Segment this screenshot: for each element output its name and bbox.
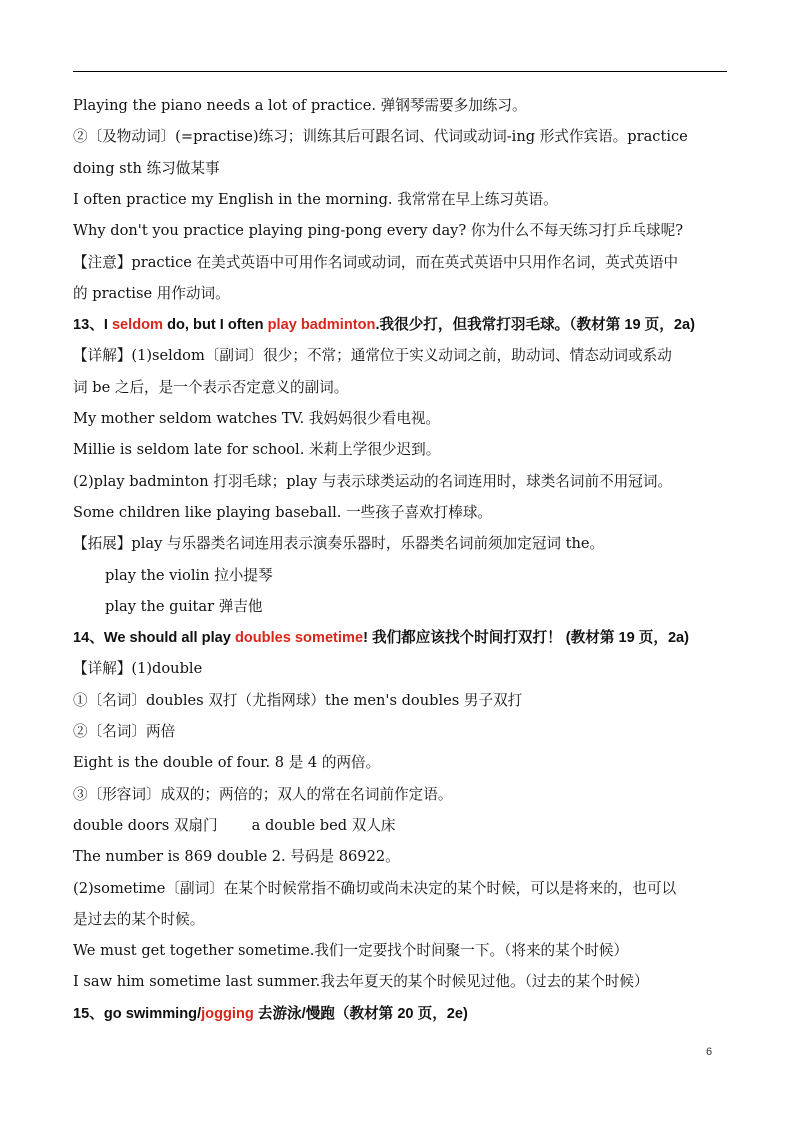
text-line: 是过去的某个时候。: [73, 910, 205, 928]
text-line: ②〔名词〕两倍: [73, 723, 176, 740]
text-line: doing sth 练习做某事: [73, 159, 220, 177]
text-line: ②〔及物动词〕(=practise)练习；训练其后可跟名词、代词或动词-ing 形式作宾语。practice: [73, 128, 688, 146]
page-number: 6: [706, 1046, 713, 1058]
text-line: ③〔形容词〕成双的；两倍的；双人的常在名词前作定语。: [73, 785, 453, 803]
text-line: [73, 816, 396, 836]
highlighted-term: doubles sometime: [234, 630, 364, 647]
example-line: play the guitar 弹吉他: [105, 597, 263, 615]
text-line: I often practice my English in the morning. 我常常在早上练习英语。: [73, 190, 558, 208]
text-line: 的 practise 用作动词。: [73, 284, 230, 302]
phrase: a double bed 双人床: [251, 816, 396, 834]
text-line: I saw him sometime last summer.我去年夏天的某个时候见过他。（过去的某个时候）: [73, 973, 649, 991]
highlighted-term: seldom: [111, 317, 164, 334]
heading-text: .我很少打，但我常打羽毛球。（教材第 19 页，2a): [375, 317, 695, 334]
text-line: 【详解】(1)seldom〔副词〕很少；不常；通常位于实义动词之前，助动词、情态动词或系动: [73, 347, 672, 365]
section-heading: [73, 1004, 468, 1024]
text-line: Why don't you practice playing ping-pong every day? 你为什么不每天练习打乒乓球呢?: [73, 222, 684, 240]
header-rule: [73, 71, 727, 72]
text-line: 【详解】(1)double: [73, 660, 203, 678]
highlighted-term: jogging: [201, 1005, 254, 1022]
heading-text: 去游泳/慢跑（教材第 20 页，2e): [253, 1005, 468, 1022]
heading-text: 13、I: [73, 317, 112, 334]
text-line: Eight is the double of four. 8 是 4 的两倍。: [73, 754, 381, 772]
heading-text: do, but I often: [163, 317, 268, 334]
text-line: ①〔名词〕doubles 双打（尤指网球）the men's doubles 男子双打: [73, 691, 523, 709]
highlighted-term: play badminton: [267, 317, 376, 334]
text-line: My mother seldom watches TV. 我妈妈很少看电视。: [73, 410, 441, 427]
heading-text: 14、We should all play: [73, 630, 235, 647]
text-line: 【注意】practice 在美式英语中可用作名词或动词，而在英式英语中只用作名词，英式英语中: [73, 253, 679, 271]
text-line: (2)play badminton 打羽毛球；play 与表示球类运动的名词连用时，球类名词前不用冠词。: [73, 472, 673, 490]
text-line: Millie is seldom late for school. 米莉上学很少迟到。: [73, 441, 441, 459]
text-line: Playing the piano needs a lot of practice. 弹钢琴需要多加练习。: [73, 97, 527, 114]
heading-text: ! 我们都应该找个时间打双打！ (教材第 19 页，2a): [363, 630, 690, 647]
text-line: 【拓展】play 与乐器类名词连用表示演奏乐器时，乐器类名词前须加定冠词 the。: [73, 535, 605, 553]
phrase: double doors 双扇门: [73, 816, 218, 834]
example-line: play the violin 拉小提琴: [105, 566, 273, 584]
text-line: (2)sometime〔副词〕在某个时候常指不确切或尚未决定的某个时候，可以是将来的，也可以: [73, 879, 677, 897]
section-heading: [73, 628, 689, 648]
heading-text: 15、go swimming/: [73, 1005, 202, 1022]
section-heading: [73, 315, 695, 335]
text-line: We must get together sometime.我们一定要找个时间聚一下。（将来的某个时候）: [73, 942, 629, 960]
text-line: Some children like playing baseball. 一些孩子喜欢打棒球。: [73, 503, 493, 521]
text-line: The number is 869 double 2. 号码是 86922。: [73, 848, 400, 866]
text-line: 词 be 之后，是一个表示否定意义的副词。: [73, 378, 349, 396]
